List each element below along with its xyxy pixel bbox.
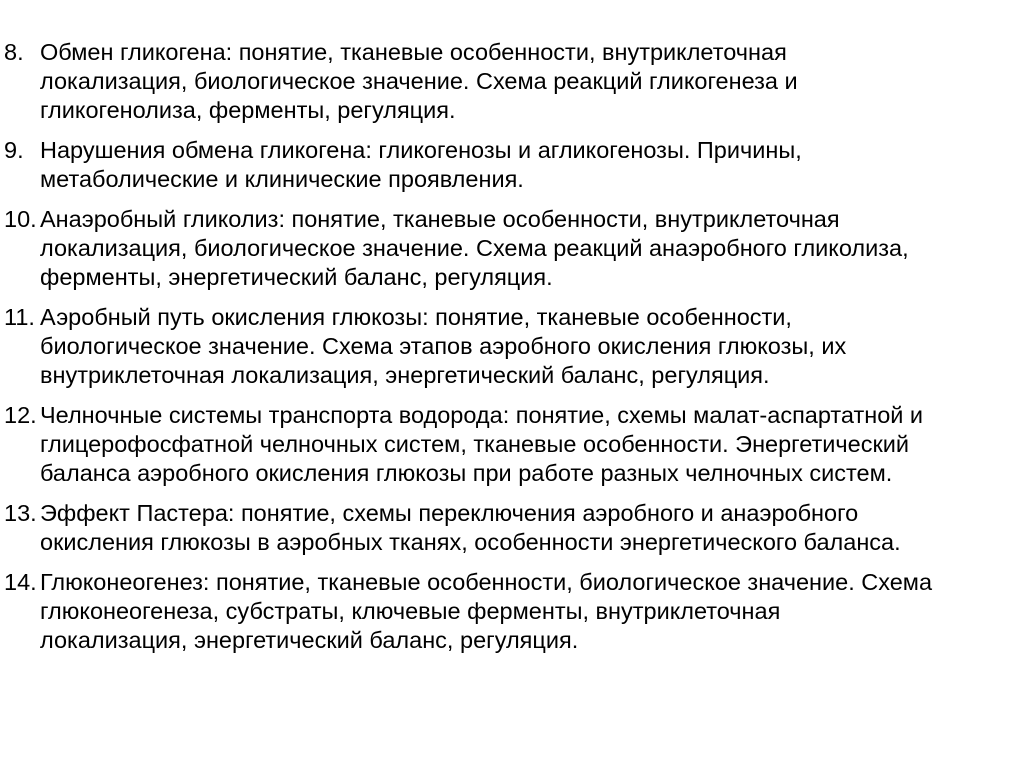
list-item-text-line: внутриклеточная локализация, энергетический баланс, регуляция.	[40, 362, 770, 388]
list-item-number: 9.	[4, 137, 24, 163]
list-item-number: 8.	[4, 39, 24, 65]
list-item-text-line: глицерофосфатной челночных систем, тканевые особенности. Энергетический	[40, 431, 910, 457]
list-item-number: 10.	[4, 206, 37, 232]
list-item	[0, 568, 1004, 655]
list-item-text	[40, 303, 1004, 390]
list-item-text-line: Челночные системы транспорта водорода: понятие, схемы малат-аспартатной и	[40, 402, 924, 428]
list-item-text-line: Глюконеогенез: понятие, тканевые особенности, биологическое значение. Схема	[40, 569, 933, 595]
list-item-text-line: локализация, биологическое значение. Схема реакций гликогенеза и	[40, 68, 798, 94]
list-item	[0, 205, 1004, 292]
list-item-text-line: глюконеогенеза, субстраты, ключевые ферменты, внутриклеточная	[40, 598, 781, 624]
list-item-text-line: гликогенолиза, ферменты, регуляция.	[40, 97, 456, 123]
list-item-number: 11.	[4, 304, 35, 330]
list-item-text-line: биологическое значение. Схема этапов аэробного окисления глюкозы, их	[40, 333, 847, 359]
numbered-question-list	[0, 38, 1004, 655]
list-item	[0, 303, 1004, 390]
list-item-text	[40, 568, 1004, 655]
list-item-number: 13.	[4, 500, 37, 526]
list-item-text	[40, 205, 1004, 292]
list-item-text-line: Анаэробный гликолиз: понятие, тканевые особенности, внутриклеточная	[40, 206, 840, 232]
list-item-text	[40, 136, 1004, 194]
list-item-text	[40, 499, 1004, 557]
list-item	[0, 401, 1004, 488]
list-item-text	[40, 401, 1004, 488]
list-item-text-line: локализация, энергетический баланс, регуляция.	[40, 627, 579, 653]
list-item-text-line: метаболические и клинические проявления.	[40, 166, 524, 192]
list-item-number: 12.	[4, 402, 37, 428]
list-item-text-line: окисления глюкозы в аэробных тканях, особенности энергетического баланса.	[40, 529, 901, 555]
list-item-text	[40, 38, 1004, 125]
list-item	[0, 38, 1004, 125]
list-item-number: 14.	[4, 569, 37, 595]
list-item	[0, 136, 1004, 194]
list-item	[0, 499, 1004, 557]
list-item-text-line: Нарушения обмена гликогена: гликогенозы и агликогенозы. Причины,	[40, 137, 802, 163]
list-item-text-line: баланса аэробного окисления глюкозы при работе разных челночных систем.	[40, 460, 893, 486]
list-item-text-line: Эффект Пастера: понятие, схемы переключения аэробного и анаэробного	[40, 500, 859, 526]
list-item-text-line: ферменты, энергетический баланс, регуляция.	[40, 264, 553, 290]
list-item-text-line: Обмен гликогена: понятие, тканевые особенности, внутриклеточная	[40, 39, 787, 65]
list-item-text-line: Аэробный путь окисления глюкозы: понятие, тканевые особенности,	[40, 304, 792, 330]
list-item-text-line: локализация, биологическое значение. Схема реакций анаэробного гликолиза,	[40, 235, 909, 261]
